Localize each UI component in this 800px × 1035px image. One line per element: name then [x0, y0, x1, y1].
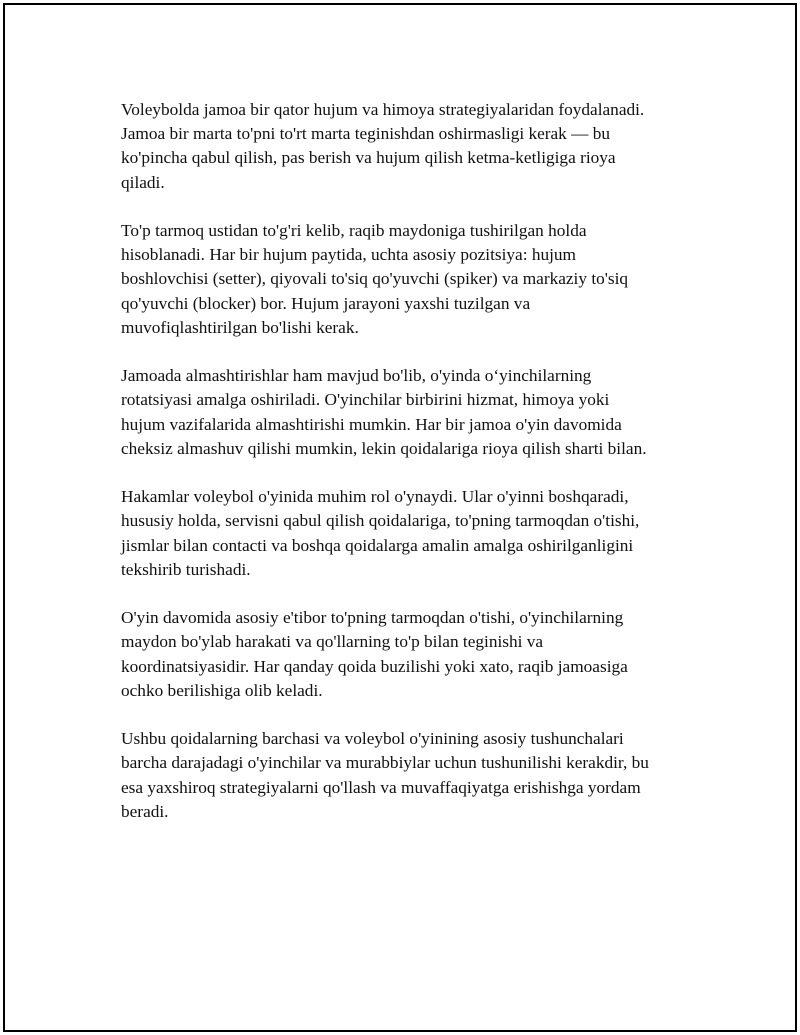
page-frame [3, 3, 797, 1032]
paragraph-3: Jamoada almashtirishlar ham mavjud bo'lib, o'yinda o‘yinchilarning rotatsiyasi amalga oshiriladi. O'yinchilar birbirini hizmat, himoya yoki hujum vazifalarida almashtirishi mumkin. Har bir jamoa o'yin davomida cheksiz almashuv qilishi mumkin, lekin qoidalariga rioya qilish sharti bilan. [121, 366, 647, 458]
paragraph-4: Hakamlar voleybol o'yinida muhim rol o'ynaydi. Ular o'yinni boshqaradi, hususiy holda, servisni qabul qilish qoidalariga, to'pning tarmoqdan o'tishi, jismlar bilan contacti va boshqa qoidalarga amalin amalga oshirilganligini tekshirib turishadi. [121, 487, 640, 579]
paragraph-2: To'p tarmoq ustidan to'g'ri kelib, raqib maydoniga tushirilgan holda hisoblanadi. Har bir hujum paytida, uchta asosiy pozitsiya: hujum boshlovchisi (setter), qiyovali to'siq qo'yuvchi (spiker) va markaziy to'siq qo'yuvchi (blocker) bor. Hujum jarayoni yaxshi tuzilgan va muvofiqlashtirilgan bo'lishi kerak. [121, 221, 629, 337]
paragraph-1: Voleybolda jamoa bir qator hujum va himoya strategiyalaridan foydalanadi. Jamoa bir marta to'pni to'rt marta teginishdan oshirmasligi kerak — bu ko'pincha qabul qilish, pas berish va hujum qilish ketma-ketligiga rioya qiladi. [121, 100, 645, 192]
paragraph-6: Ushbu qoidalarning barchasi va voleybol o'yinining asosiy tushunchalari barcha darajadagi o'yinchilar va murabbiylar uchun tushunilishi kerakdir, bu esa yaxshiroq strategiyalarni qo'llash va muvaffaqiyatga erishishga yordam beradi. [121, 729, 649, 821]
paragraph-5: O'yin davomida asosiy e'tibor to'pning tarmoqdan o'tishi, o'yinchilarning maydon bo'ylab harakati va qo'llarning to'p bilan teginishi va koordinatsiyasidir. Har qanday qoida buzilishi yoki xato, raqib jamoasiga ochko berilishiga olib keladi. [121, 608, 628, 700]
document-body [121, 98, 696, 848]
